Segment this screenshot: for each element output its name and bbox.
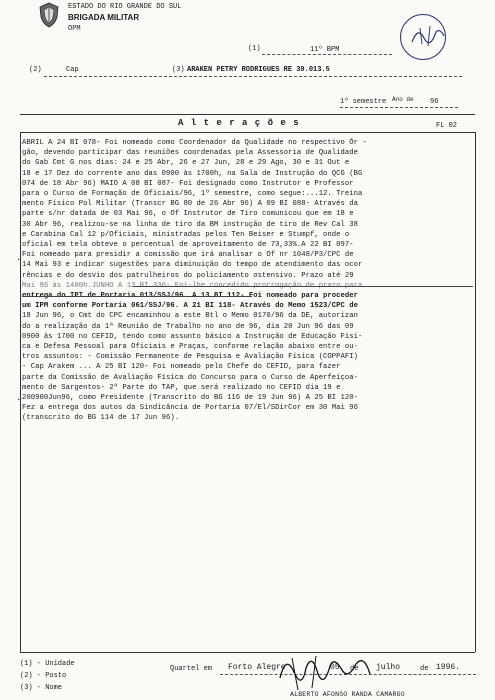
handwritten-signature (272, 648, 392, 694)
body-line: - Cap Arakem ... A 25 BI 120- Foi nomeado pelo Chefe do CEFID, para fazer (22, 363, 341, 372)
body-line: tros assuntos: - Comissão Permanente de Pesquisa e Avaliação Física (COPPAFI) (22, 353, 358, 362)
name-value: ARAKEN PETRY RODRIGUES RE 39.013.5 (187, 66, 330, 74)
page-number: FL 02 (436, 122, 458, 130)
body-line: oficial em tela obteve o percentual de aproveitamento de 73,33%.A 22 BI 097- (22, 241, 354, 250)
body-line: Mai 96 às 1400h.JUNHO A 12 BI 336- Foi-lhe concedido prorrogação de prazo para (22, 281, 363, 290)
legend-rank: (2) - Posto (20, 672, 67, 680)
title-top-rule (20, 114, 475, 115)
legend-name: (3) - Nome (20, 684, 63, 692)
body-line: do Gab Cmt G nos dias: 24 e 25 Abr, 26 e 27 Jun, 28 e 29 Ago, 30 e 31 Out e (22, 159, 350, 168)
body-line: gão, devendo participar das reuniões coordenadas pela Assessoria de Qualidade (22, 149, 358, 158)
marker-rank: (2) (29, 66, 42, 74)
brigada-crest-logo (38, 2, 60, 28)
period-ano-label: Ano de (392, 96, 414, 103)
body-line: e Carabina Cal 12 p/Oficiais, ministradas pelos Ten Beiser e Stumpf, onde o (22, 230, 350, 239)
quartel-label: Quartel em (170, 665, 213, 673)
body-line: parte da Comissão de Avaliação Física do Concurso para o Curso de Aperfeiçoa- (22, 373, 358, 382)
period-text: 1º semestre (340, 98, 387, 106)
date-month: julho (376, 663, 401, 672)
rank-value: Cap (66, 66, 79, 74)
body-line: rências e do desvio dos patrulheiros do policiamento ostensivo. Prazo até 29 (22, 271, 354, 280)
body-line: 14 Mai 93 e indicar sugestões para diminuição do tempo de atendimento das ocor (22, 261, 363, 270)
body-line: um IPM conforme Portaria 061/SSJ/96. A 21 BI 118- Através do Memo 1523/CPC de (22, 302, 358, 311)
body-line: 0900 às 1700 no CEFID, tendo como assunto básico a Instrução de Educação Físi- (22, 332, 363, 341)
marker-unit: (1) (248, 45, 261, 53)
person-dashline (44, 76, 462, 77)
marker-name: (3) (172, 66, 185, 74)
body-left-border (20, 132, 21, 652)
header-brigade: BRIGADA MILITAR (68, 13, 140, 22)
section-title: A l t e r a ç õ e s (178, 118, 300, 128)
body-line: 18 e 17 Dez do corrente ano das 0900 às 1700h, na Sala de Instrução do QCG (BG (22, 169, 363, 178)
body-line: ca e Defesa Pessoal para Oficiais e Praças, conforme relação abaixo entre ou- (22, 343, 358, 352)
header-opm: OPM (68, 25, 81, 33)
body-line: mento Físico Pol Militar (Transcr BG 80 de 26 Abr 96) A 09 BI 088- Através da (22, 200, 358, 209)
body-line: do a realização da 1ª Reunião de Trabalho no ano de 96, dia 20 Jun 96 das 09 (22, 322, 354, 331)
body-line: entrega do IPI de Portaria 013/SSJ/96. A 13 BI 112- Foi nomeado para proceder (22, 292, 358, 301)
period-dashline (340, 107, 458, 108)
body-line: Foi nomeado para presidir a comissão que irá analisar o Of nr 1048/P3/CPC de (22, 251, 354, 260)
city-value: Forto Alegre (228, 663, 286, 672)
strikethrough-line (133, 286, 473, 287)
period-year: 96 (430, 98, 439, 106)
body-line: mento de Sargentos- 2ª Parte do TAP, que será realizado no CEFID dia 19 e (22, 383, 341, 392)
body-bottom-rule (20, 652, 475, 653)
legend-unit: (1) - Unidade (20, 660, 75, 668)
signatory-name: ALBERTO AFONSO RANDA CAMARGO (290, 691, 405, 698)
stamp-scribble (408, 22, 448, 50)
strikethrough-line (22, 296, 252, 297)
body-line: 074 de 18 Abr 96) MAIO A 08 BI 087- Foi designado como Instrutor e Professor (22, 179, 354, 188)
body-line: 200900Jun96, como Presidente (Transcrito do BG 116 de 19 Jun 96) A 25 BI 120- (22, 394, 358, 403)
unit-value: 11º BPM (310, 46, 340, 54)
body-line: 18 Jun 96, o Cmt do CPC encaminhou a este Btl o Memo 0170/96 da DE, autorizan (22, 312, 358, 321)
alteracoes-body (22, 138, 474, 424)
margin-mark: · (16, 255, 22, 265)
body-line: Fez a entrega dos autos da Sindicância de Portaria 07/El/SDirCor em 30 Mai 96 (22, 404, 358, 413)
body-line: parte s/nr datada de 03 Mai 96, o Of Instrutor de Tiro comunicou que em 18 e (22, 210, 354, 219)
header-state: ESTADO DO RIO GRANDE DO SUL (68, 3, 182, 11)
unit-dashline (262, 54, 392, 55)
date-year: 1996. (436, 663, 461, 672)
title-bottom-rule (20, 132, 475, 133)
date-de-1: de (350, 665, 359, 673)
body-line: (transcrito do BG 114 de 17 Jun 96). (22, 414, 180, 423)
date-day: 05 (330, 663, 340, 672)
body-line: para o Curso de Formação de Oficiais/96, 1º semestre, como segue:...12. Treina (22, 190, 363, 199)
body-line: 30 Abr 96, realizou-se na linha de tiro da BM instrução de tiro de Rev Cal 38 (22, 220, 358, 229)
date-de-2: de (420, 665, 429, 673)
body-right-border (475, 132, 476, 652)
margin-mark: · (16, 395, 22, 405)
body-line: ABRIL A 24 BI 078- Foi nomeado como Coordenador da Qualidade no respectivo Ór - (22, 139, 367, 147)
